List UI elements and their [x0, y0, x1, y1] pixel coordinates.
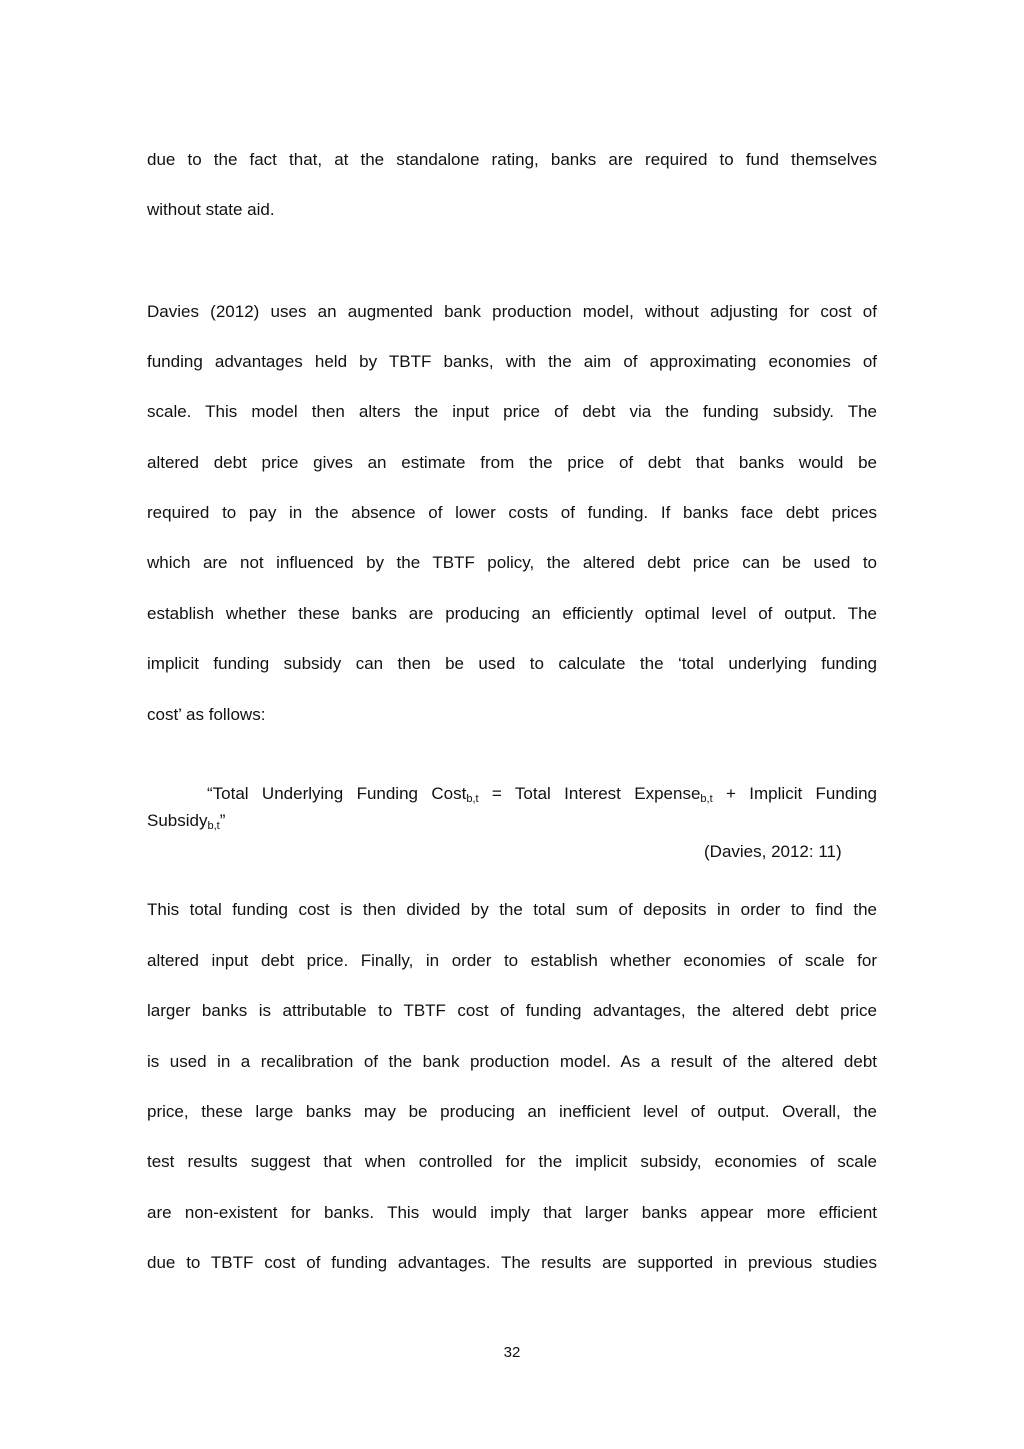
paragraph-line: funding advantages held by TBTF banks, with the aim of approximating economies of	[147, 352, 877, 371]
paragraph-line: required to pay in the absence of lower costs of funding. If banks face debt prices	[147, 503, 877, 522]
subscript: b,t	[466, 793, 479, 805]
quote-text: “Total Underlying Funding Cost	[207, 784, 467, 803]
quote-text: + Implicit Funding	[712, 784, 877, 803]
paragraph-line: altered debt price gives an estimate from the price of debt that banks would be	[147, 453, 877, 472]
paragraph-line: implicit funding subsidy can then be used to calculate the ‘total underlying funding	[147, 654, 877, 673]
paragraph-line: This total funding cost is then divided by the total sum of deposits in order to find the	[147, 900, 877, 919]
paragraph-line: establish whether these banks are producing an efficiently optimal level of output. The	[147, 604, 877, 623]
quote-formula-line-2	[147, 810, 225, 832]
paragraph-line: which are not influenced by the TBTF policy, the altered debt price can be used to	[147, 553, 877, 572]
paragraph-line: altered input debt price. Finally, in order to establish whether economies of scale for	[147, 951, 877, 970]
quote-formula-line-1	[207, 783, 877, 805]
page-number: 32	[503, 1344, 521, 1361]
paragraph-line: without state aid.	[147, 200, 275, 219]
paragraph-line: Davies (2012) uses an augmented bank production model, without adjusting for cost of	[147, 302, 877, 321]
paragraph-line: scale. This model then alters the input price of debt via the funding subsidy. The	[147, 402, 877, 421]
paragraph-line: test results suggest that when controlled for the implicit subsidy, economies of scale	[147, 1152, 877, 1171]
quote-citation: (Davies, 2012: 11)	[704, 842, 842, 861]
paragraph-line: due to the fact that, at the standalone rating, banks are required to fund themselves	[147, 150, 877, 169]
quote-text: ”	[219, 811, 226, 830]
paragraph-line: due to TBTF cost of funding advantages. The results are supported in previous studies	[147, 1253, 877, 1272]
quote-text: Subsidy	[147, 811, 208, 830]
paragraph-line: larger banks is attributable to TBTF cost of funding advantages, the altered debt price	[147, 1001, 877, 1020]
subscript: b,t	[207, 820, 220, 832]
quote-text: = Total Interest Expense	[478, 784, 701, 803]
paragraph-line: price, these large banks may be producing an inefficient level of output. Overall, the	[147, 1102, 877, 1121]
paragraph-line: are non-existent for banks. This would imply that larger banks appear more efficient	[147, 1203, 877, 1222]
paragraph-line: cost’ as follows:	[147, 705, 266, 724]
paragraph-line: is used in a recalibration of the bank production model. As a result of the altered debt	[147, 1052, 877, 1071]
subscript: b,t	[700, 793, 713, 805]
